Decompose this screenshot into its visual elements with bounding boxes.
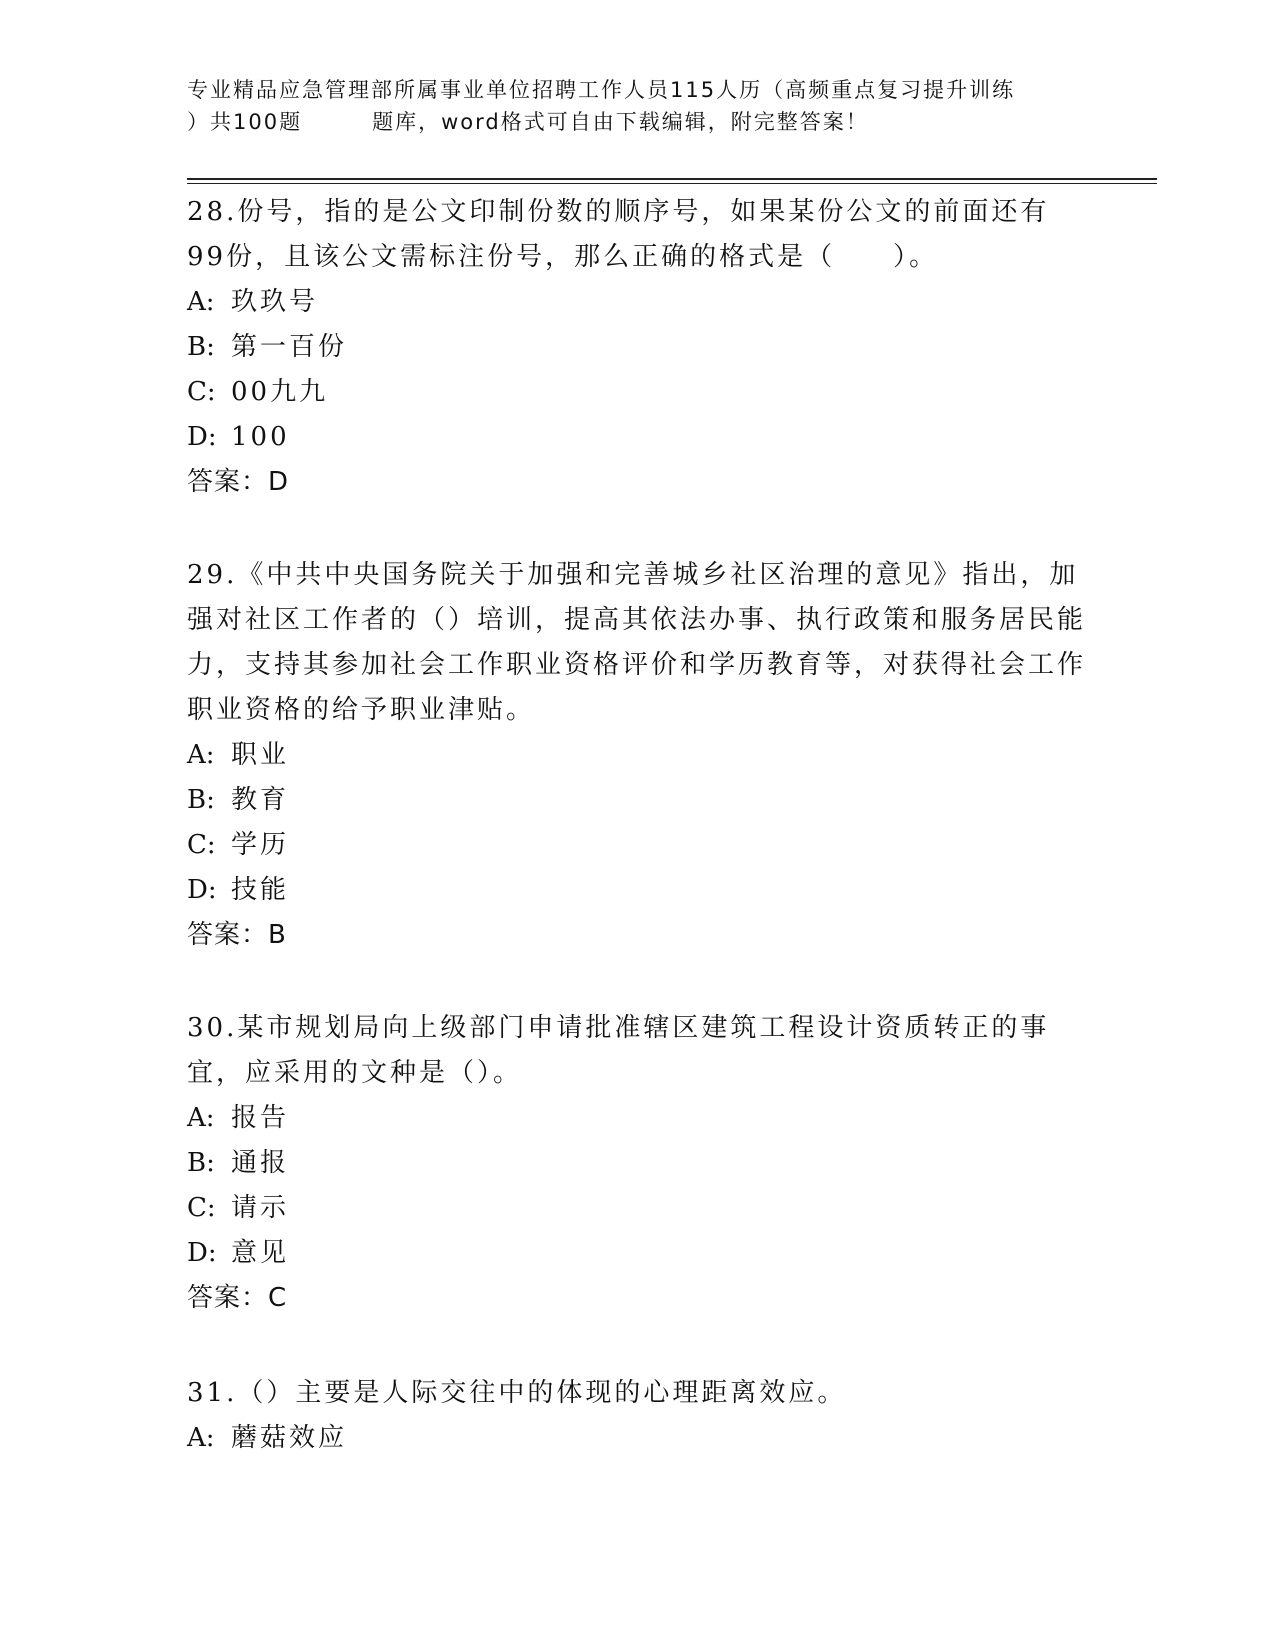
option-letter: D: <box>187 422 217 452</box>
option-text: 蘑菇效应 <box>231 1423 348 1453</box>
question-31 <box>187 1371 1087 1461</box>
option-text: 学历 <box>231 830 290 860</box>
option-text: 玖玖号 <box>231 287 319 317</box>
question-stem: 30.某市规划局向上级部门申请批准辖区建筑工程设计资质转正的事宜，应采用的文种是（）。 <box>187 1013 1050 1088</box>
option-letter: A: <box>187 740 215 770</box>
option-text: 00九九 <box>231 377 329 407</box>
option-letter: D: <box>187 875 217 905</box>
option-letter: C: <box>187 1193 216 1223</box>
option-d <box>187 868 1087 913</box>
header-line-2 <box>187 106 1087 138</box>
option-letter: A: <box>187 1103 215 1133</box>
option-letter: C: <box>187 377 216 407</box>
answer: 答案：B <box>187 920 287 950</box>
option-text: 报告 <box>231 1103 290 1133</box>
question-stem: 28.份号，指的是公文印制份数的顺序号，如果某份公文的前面还有99份，且该公文需标注份号，那么正确的格式是（ ）。 <box>187 197 1050 272</box>
option-letter: A: <box>187 1423 215 1453</box>
option-a <box>187 1416 1087 1461</box>
option-b <box>187 325 1087 370</box>
option-b <box>187 1141 1087 1186</box>
question-28 <box>187 190 1087 505</box>
header-line-2-end: 题库，word格式可自由下载编辑，附完整答案！ <box>372 110 869 134</box>
option-c <box>187 1186 1087 1231</box>
option-letter: C: <box>187 830 216 860</box>
option-d <box>187 415 1087 460</box>
option-letter: B: <box>187 1148 215 1178</box>
question-stem: 29.《中共中央国务院关于加强和完善城乡社区治理的意见》指出，加强对社区工作者的（）培训，提高其依法办事、执行政策和服务居民能力，支持其参加社会工作职业资格评价和学历教育等，对获得社会工作职业资格的给予职业津贴。 <box>187 560 1087 725</box>
option-letter: B: <box>187 332 215 362</box>
answer: 答案：D <box>187 467 290 497</box>
option-text: 教育 <box>231 785 290 815</box>
option-a <box>187 280 1087 325</box>
option-letter: A: <box>187 287 215 317</box>
option-d <box>187 1231 1087 1276</box>
option-text: 通报 <box>231 1148 290 1178</box>
option-text: 100 <box>231 422 290 452</box>
document-header <box>187 74 1087 138</box>
option-a <box>187 1096 1087 1141</box>
option-text: 意见 <box>231 1238 290 1268</box>
question-stem: 31.（）主要是人际交往中的体现的心理距离效应。 <box>187 1378 847 1408</box>
option-a <box>187 733 1087 778</box>
header-line-2-start: ）共100题 <box>187 110 303 134</box>
option-letter: B: <box>187 785 215 815</box>
option-text: 请示 <box>231 1193 290 1223</box>
question-30 <box>187 1006 1087 1321</box>
header-line-1: 专业精品应急管理部所属事业单位招聘工作人员115人历（高频重点复习提升训练 <box>187 78 1016 102</box>
answer: 答案：C <box>187 1283 288 1313</box>
option-c <box>187 370 1087 415</box>
option-c <box>187 823 1087 868</box>
option-text: 技能 <box>231 875 290 905</box>
header-divider <box>187 178 1157 184</box>
option-text: 职业 <box>231 740 290 770</box>
option-letter: D: <box>187 1238 217 1268</box>
option-b <box>187 778 1087 823</box>
question-29 <box>187 553 1087 958</box>
option-text: 第一百份 <box>231 332 348 362</box>
